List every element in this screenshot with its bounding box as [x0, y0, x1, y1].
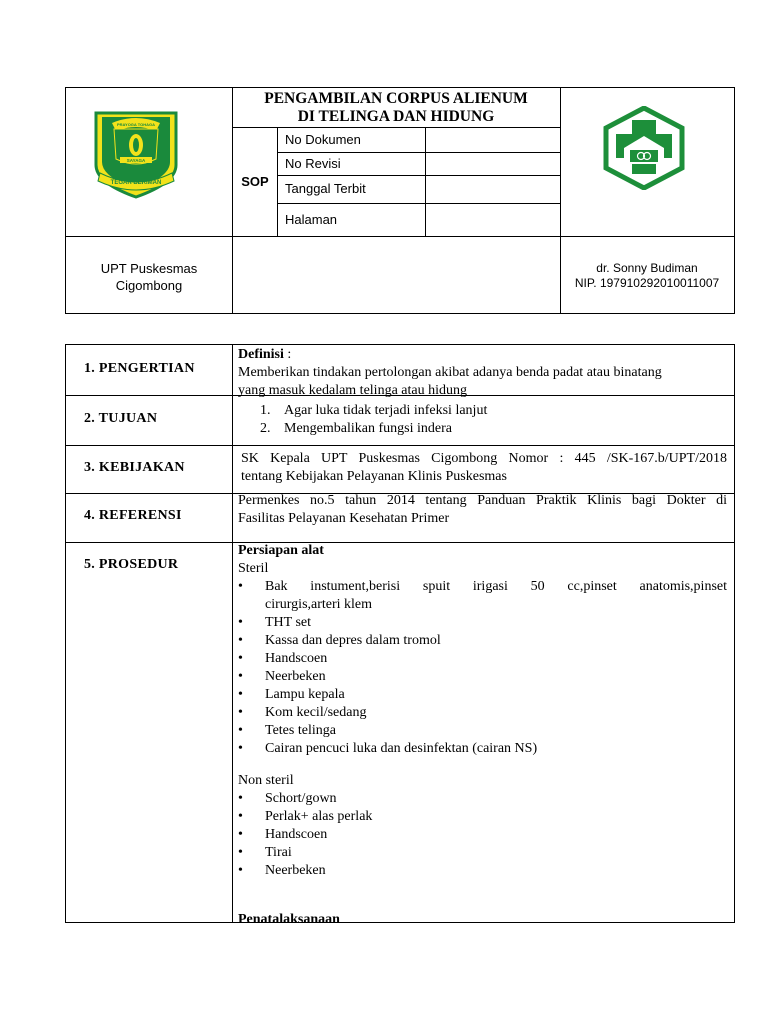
sop-header-table [65, 87, 735, 314]
title-line: PENGAMBILAN CORPUS ALIENUM [264, 90, 528, 107]
divider [277, 203, 560, 204]
list-number: 1. [260, 403, 271, 418]
divider [277, 175, 560, 176]
divider [232, 127, 560, 128]
list-item: • Tetes telinga [238, 722, 727, 740]
bogor-regency-emblem-icon [90, 107, 182, 199]
list-item: • Neerbeken [238, 668, 727, 686]
list-number: 2. [260, 421, 271, 436]
penatalaksanaan-heading: Penatalaksanaan [238, 912, 340, 927]
svg-text:PRAYOGA TOHAGA: PRAYOGA TOHAGA [116, 122, 156, 127]
list-item: • Handscoen [238, 826, 727, 844]
divider [277, 152, 560, 153]
list-text: Mengembalikan fungsi indera [284, 421, 452, 436]
list-text: cirurgis,arteri klem [265, 597, 373, 612]
document-title [233, 90, 559, 126]
sop-label: SOP [241, 174, 269, 189]
pengertian-content [238, 346, 727, 400]
definition-line: Memberikan tindakan pertolongan akibat adanya benda padat atau binatang [238, 365, 662, 380]
list-item [260, 402, 720, 420]
meta-label-no-dokumen: No Dokumen [285, 132, 361, 147]
spacer [238, 758, 727, 772]
divider [232, 345, 233, 922]
svg-text:SAYAGA: SAYAGA [126, 158, 146, 163]
svg-text:TEGAR BERIMAN: TEGAR BERIMAN [110, 180, 162, 186]
list-item: • Neerbeken [238, 862, 727, 880]
tujuan-list [260, 402, 720, 438]
definition-line: yang masuk kedalam telinga atau hidung [238, 383, 467, 398]
referensi-content [238, 492, 727, 528]
list-item: • Tirai [238, 844, 727, 862]
list-item [238, 578, 727, 614]
section-label-tujuan: 2. TUJUAN [84, 411, 158, 426]
referensi-line: Permenkes no.5 tahun 2014 tentang Panduan Praktik Klinis bagi Dokter di [238, 493, 727, 508]
section-label-referensi: 4. REFERENSI [84, 508, 182, 523]
definition-heading: Definisi [238, 347, 284, 362]
referensi-line: Fasilitas Pelayanan Kesehatan Primer [238, 511, 450, 526]
divider [66, 236, 734, 237]
divider [277, 127, 278, 236]
section-label-prosedur: 5. PROSEDUR [84, 557, 179, 572]
puskesmas-logo-icon [602, 106, 686, 190]
divider [425, 127, 426, 236]
persiapan-alat-heading: Persiapan alat [238, 543, 324, 558]
meta-label-halaman: Halaman [285, 212, 338, 227]
doctor-signature-block [560, 261, 734, 291]
kebijakan-content [241, 450, 727, 486]
title-line: DI TELINGA DAN HIDUNG [297, 108, 495, 125]
spacer [238, 880, 727, 911]
section-label-pengertian: 1. PENGERTIAN [84, 361, 195, 376]
nonsteril-list [238, 790, 727, 880]
meta-label-tanggal-terbit: Tanggal Terbit [285, 181, 366, 196]
list-item: • Lampu kepala [238, 686, 727, 704]
kebijakan-line: tentang Kebijakan Pelayanan Klinis Puskesmas [241, 469, 507, 484]
list-item: • Cairan pencuci luka dan desinfektan (cairan NS) [238, 740, 727, 758]
list-item: • Kom kecil/sedang [238, 704, 727, 722]
meta-label-no-revisi: No Revisi [285, 156, 341, 171]
divider [66, 445, 734, 446]
doctor-name: dr. Sonny Budiman [596, 261, 698, 275]
unit-name [66, 260, 232, 294]
list-item [260, 420, 720, 438]
list-item: • THT set [238, 614, 727, 632]
list-text: • Bak instument,berisi spuit irigasi 50 cc,pinset anatomis,pinset [265, 579, 727, 594]
list-item: • Handscoen [238, 650, 727, 668]
unit-line: Cigombong [115, 278, 183, 293]
list-text: Agar luka tidak terjadi infeksi lanjut [284, 403, 488, 418]
kebijakan-line: SK Kepala UPT Puskesmas Cigombong Nomor : 445 /SK-167.b/UPT/2018 [241, 451, 727, 466]
prosedur-content [238, 542, 727, 929]
list-item: • Perlak+ alas perlak [238, 808, 727, 826]
nonsteril-label: Non steril [238, 773, 294, 788]
section-label-kebijakan: 3. KEBIJAKAN [84, 460, 185, 475]
doctor-nip: NIP. 197910292010011007 [574, 276, 720, 290]
unit-line: UPT Puskesmas [100, 261, 198, 276]
definition-colon: : [283, 347, 292, 362]
sop-content-table [65, 344, 735, 927]
list-item: • Schort/gown [238, 790, 727, 808]
steril-label: Steril [238, 561, 269, 576]
steril-list [238, 578, 727, 758]
list-item: • Kassa dan depres dalam tromol [238, 632, 727, 650]
